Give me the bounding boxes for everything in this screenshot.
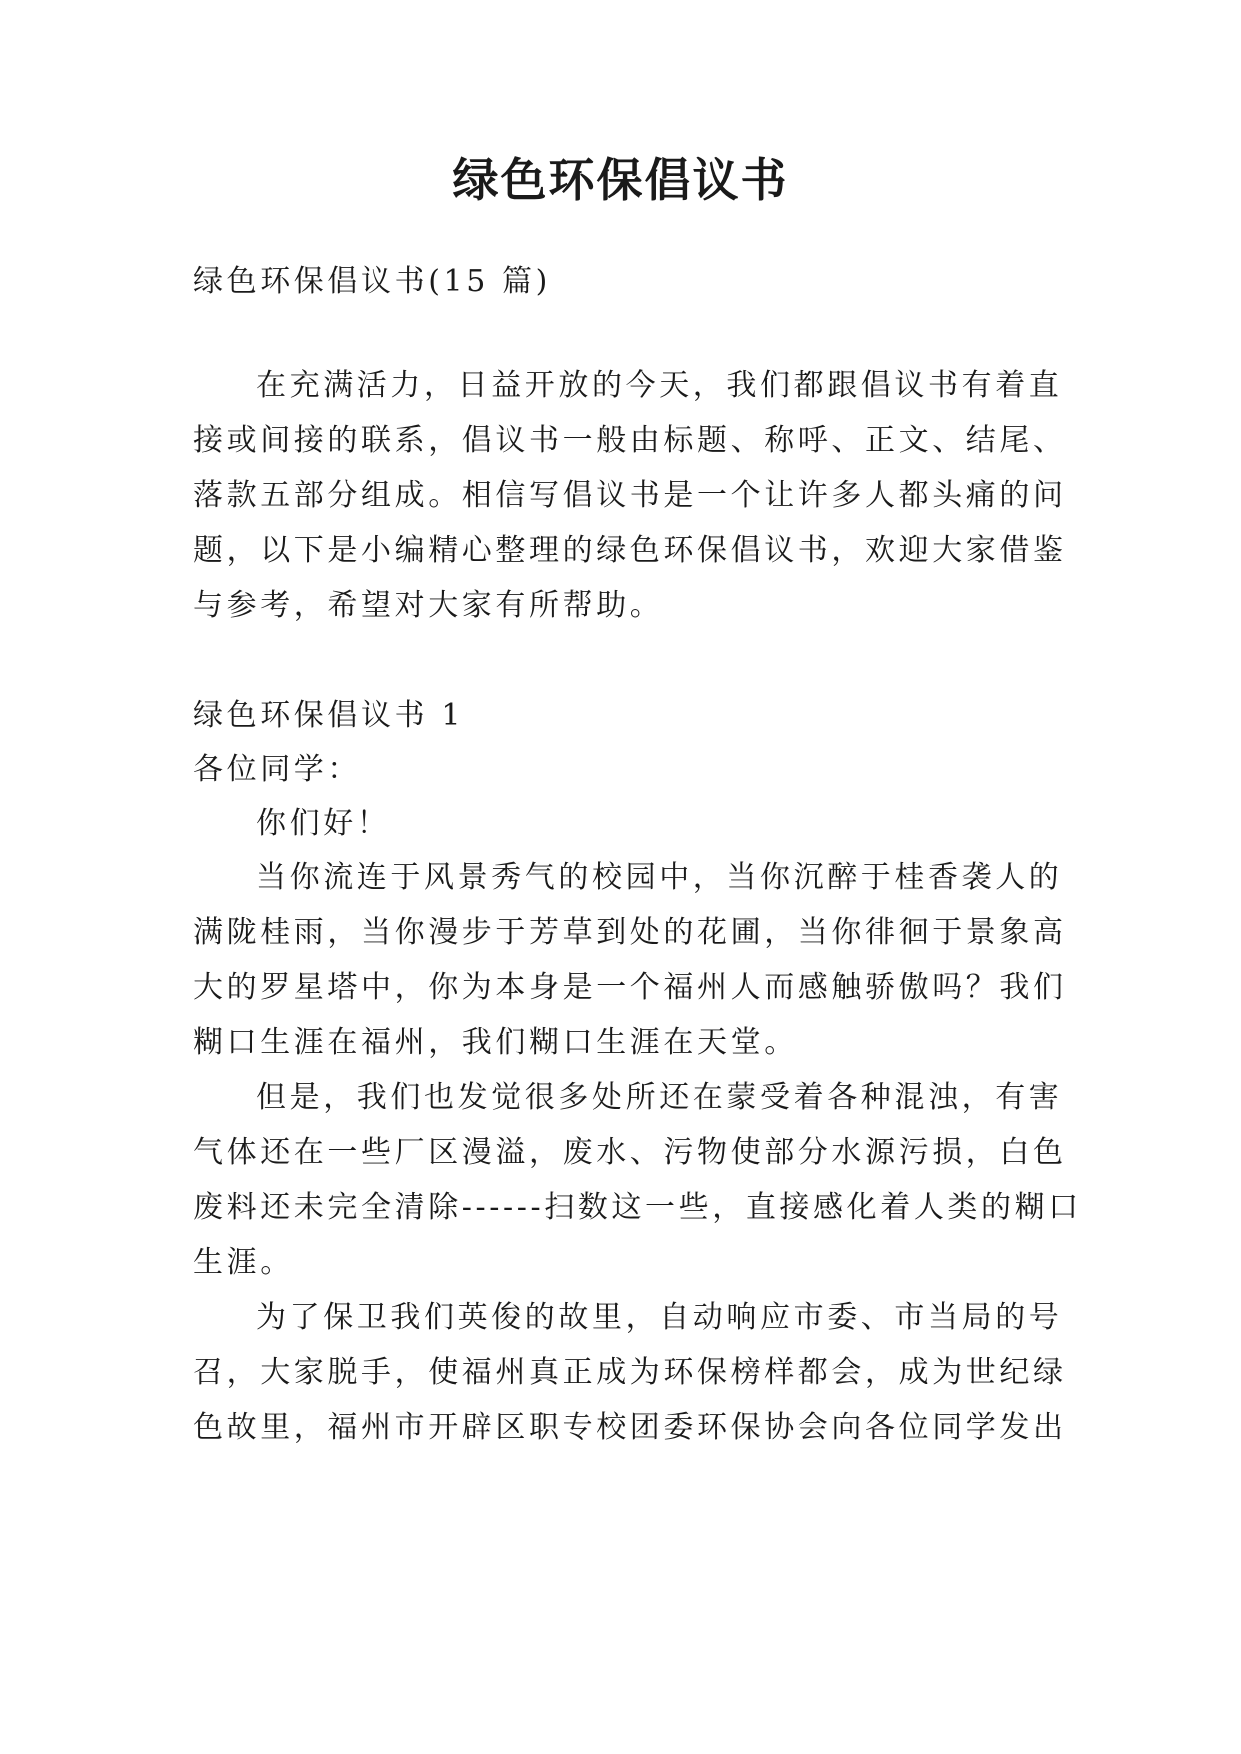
paragraph-line: 气体还在一些厂区漫溢，废水、污物使部分水源污损，白色 xyxy=(193,1135,1067,1170)
paragraph-line: 满陇桂雨，当你漫步于芳草到处的花圃，当你徘徊于景象高 xyxy=(193,915,1067,950)
paragraph-line: 废料还未完全清除------扫数这一些，直接感化着人类的糊口 xyxy=(193,1190,1082,1225)
paragraph-line: 色故里，福州市开辟区职专校团委环保协会向各位同学发出 xyxy=(193,1410,1067,1445)
intro-line: 题，以下是小编精心整理的绿色环保倡议书，欢迎大家借鉴 xyxy=(193,533,1067,568)
intro-line: 落款五部分组成。相信写倡议书是一个让许多人都头痛的问 xyxy=(193,478,1067,513)
paragraph-line: 当你流连于风景秀气的校园中，当你沉醉于桂香袭人的 xyxy=(256,860,1063,895)
intro-line: 接或间接的联系，倡议书一般由标题、称呼、正文、结尾、 xyxy=(193,423,1067,458)
paragraph-line: 但是，我们也发觉很多处所还在蒙受着各种混浊，有害 xyxy=(256,1080,1063,1115)
document-subtitle: 绿色环保倡议书(15 篇) xyxy=(193,264,551,299)
salutation: 各位同学： xyxy=(193,752,361,787)
section-heading: 绿色环保倡议书 1 xyxy=(193,698,465,733)
paragraph-line: 为了保卫我们英俊的故里，自动响应市委、市当局的号 xyxy=(256,1300,1063,1335)
paragraph-line: 糊口生涯在福州，我们糊口生涯在天堂。 xyxy=(193,1025,798,1060)
intro-line: 与参考，希望对大家有所帮助。 xyxy=(193,588,664,623)
paragraph-line: 大的罗星塔中，你为本身是一个福州人而感触骄傲吗？我们 xyxy=(193,970,1067,1005)
paragraph-line: 召，大家脱手，使福州真正成为环保榜样都会，成为世纪绿 xyxy=(193,1355,1067,1390)
document-title: 绿色环保倡议书 xyxy=(452,153,789,207)
paragraph-line: 生涯。 xyxy=(193,1245,294,1280)
greeting: 你们好！ xyxy=(256,806,391,841)
intro-line: 在充满活力，日益开放的今天，我们都跟倡议书有着直 xyxy=(256,368,1063,403)
